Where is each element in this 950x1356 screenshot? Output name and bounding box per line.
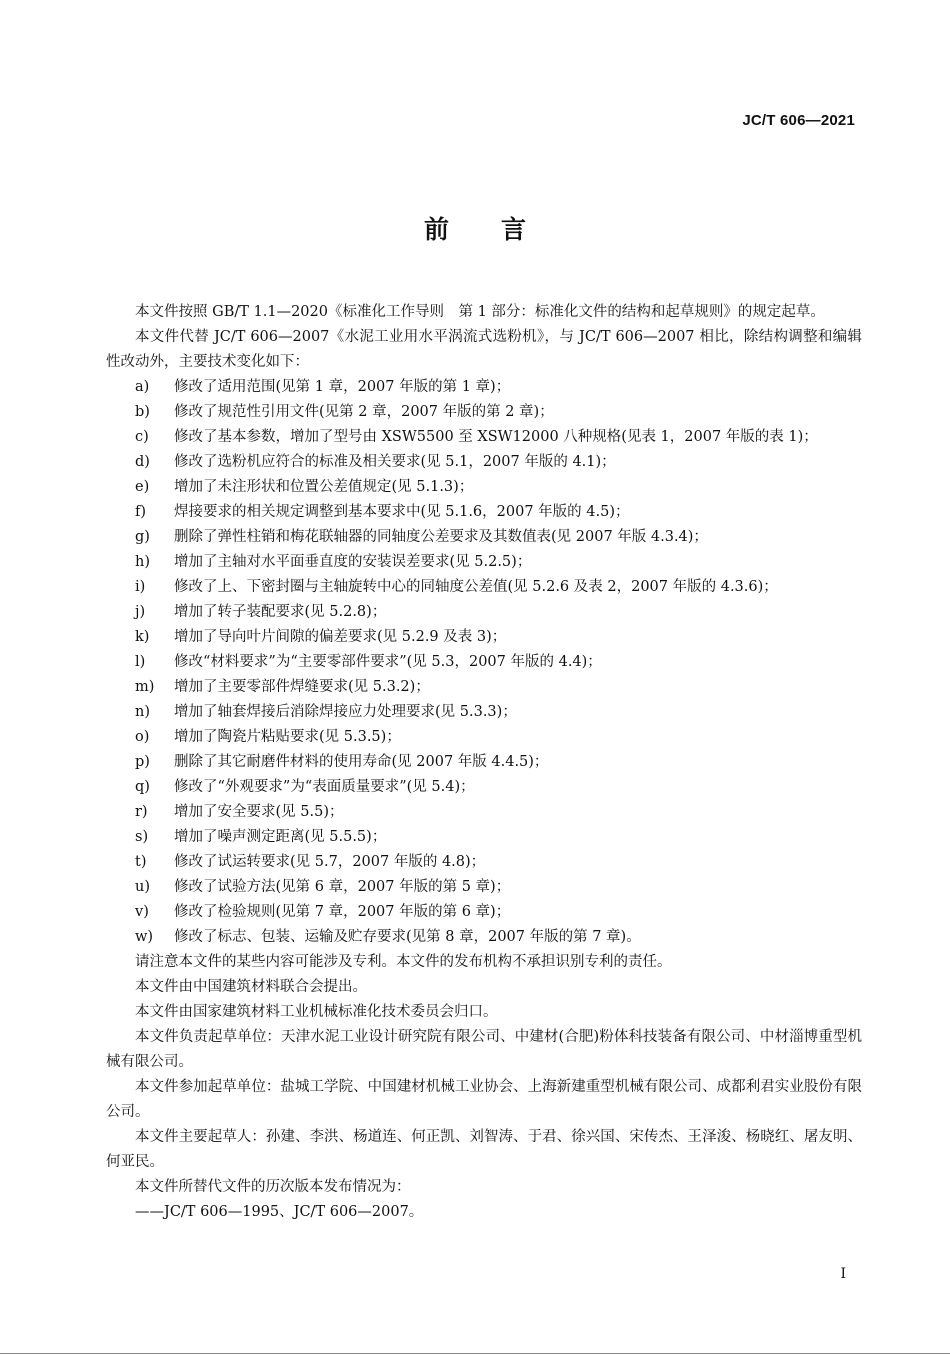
change-item-label: i) — [135, 579, 146, 595]
change-item-text: 修改了试运转要求(见 5.7，2007 年版的 4.8)； — [174, 854, 486, 870]
change-item — [135, 475, 862, 500]
page-title: 前言 — [423, 215, 578, 244]
page-bottom-rule — [0, 1353, 950, 1354]
change-item-text: 修改了检验规则(见第 7 章，2007 年版的第 6 章)； — [174, 904, 511, 920]
change-item — [135, 725, 862, 750]
change-item-text: 修改了试验方法(见第 6 章，2007 年版的第 5 章)； — [174, 879, 511, 895]
change-item — [135, 550, 862, 575]
intro-paragraph: 本文件按照 GB/T 1.1—2020《标准化工作导则 第 1 部分：标准化文件的结构和起草规则》的规定起草。 — [135, 304, 825, 320]
change-item-text: 增加了未注形状和位置公差值规定(见 5.1.3)； — [174, 479, 474, 495]
change-item-label: p) — [135, 754, 150, 770]
change-item-text: 增加了转子装配要求(见 5.2.8)； — [174, 604, 387, 620]
intro-paragraph: 本文件代替 JC/T 606—2007《水泥工业用水平涡流式选粉机》，与 JC/T 606—2007 相比，除结构调整和编辑性改动外，主要技术变化如下： — [106, 329, 862, 370]
change-item-label: u) — [135, 879, 150, 895]
change-item — [135, 775, 862, 800]
change-item — [135, 425, 862, 450]
change-item-text: 增加了安全要求(见 5.5)； — [174, 804, 344, 820]
change-item-label: c) — [135, 429, 149, 445]
closing-paragraph: 本文件由中国建筑材料联合会提出。 — [135, 979, 367, 995]
change-item-label: w) — [135, 929, 154, 945]
change-item-text: 增加了导向叶片间隙的偏差要求(见 5.2.9 及表 3)； — [174, 629, 507, 645]
change-item-text: 修改了基本参数，增加了型号由 XSW5500 至 XSW12000 八种规格(见表 1，2007 年版的表 1)； — [174, 429, 818, 445]
change-item-text: 增加了主轴对水平面垂直度的安装误差要求(见 5.2.5)； — [174, 554, 532, 570]
change-item — [135, 400, 862, 425]
change-item-label: q) — [135, 779, 150, 795]
change-item-label: d) — [135, 454, 150, 470]
change-item — [135, 700, 862, 725]
change-item-label: v) — [135, 904, 149, 920]
change-item-label: k) — [135, 629, 150, 645]
closing-paragraph: 本文件所替代文件的历次版本发布情况为： — [135, 1179, 411, 1195]
change-item-text: 修改“材料要求”为“主要零部件要求”(见 5.3，2007 年版的 4.4)； — [174, 654, 602, 670]
change-item-label: t) — [135, 854, 147, 870]
change-item-label: s) — [135, 829, 149, 845]
change-item-label: g) — [135, 529, 150, 545]
change-item-label: m) — [135, 679, 155, 695]
standard-code: JC/T 606—2021 — [742, 112, 855, 129]
change-item — [135, 750, 862, 775]
change-item-text: 修改了标志、包装、运输及贮存要求(见第 8 章，2007 年版的第 7 章)。 — [174, 929, 641, 945]
change-item-label: a) — [135, 379, 150, 395]
closing-paragraph: 本文件由国家建筑材料工业机械标准化技术委员会归口。 — [135, 1004, 498, 1020]
change-item-label: r) — [135, 804, 148, 820]
history-line: ——JC/T 606—1995、JC/T 606—2007。 — [135, 1204, 424, 1220]
change-item-label: f) — [135, 504, 147, 520]
change-item-text: 修改了选粉机应符合的标准及相关要求(见 5.1，2007 年版的 4.1)； — [174, 454, 616, 470]
change-item-text: 增加了陶瓷片粘贴要求(见 5.3.5)； — [174, 729, 401, 745]
change-item-text: 焊接要求的相关规定调整到基本要求中(见 5.1.6，2007 年版的 4.5)； — [174, 504, 630, 520]
change-item-text: 增加了噪声测定距离(见 5.5.5)； — [174, 829, 387, 845]
closing-paragraph: 本文件参加起草单位：盐城工学院、中国建材机械工业协会、上海新建重型机械有限公司、成都利君实业股份有限公司。 — [106, 1079, 862, 1120]
closing-paragraph: 本文件主要起草人：孙建、李洪、杨道连、何正凯、刘智涛、于君、徐兴国、宋传杰、王泽浚、杨晓红、屠友明、何亚民。 — [106, 1129, 862, 1170]
change-item-label: j) — [135, 604, 146, 620]
change-item-text: 修改了上、下密封圈与主轴旋转中心的同轴度公差值(见 5.2.6 及表 2，2007 年版的 4.3.6)； — [174, 579, 778, 595]
change-item — [135, 625, 862, 650]
change-item-label: b) — [135, 404, 150, 420]
change-item — [135, 575, 862, 600]
change-item — [135, 925, 862, 950]
change-item-text: 删除了其它耐磨件材料的使用寿命(见 2007 年版 4.4.5)； — [174, 754, 549, 770]
change-item — [135, 675, 862, 700]
change-item-label: h) — [135, 554, 150, 570]
change-item-text: 增加了轴套焊接后消除焊接应力处理要求(见 5.3.3)； — [174, 704, 517, 720]
change-item-text: 增加了主要零部件焊缝要求(见 5.3.2)； — [174, 679, 430, 695]
page-number: I — [840, 1266, 846, 1282]
change-item — [135, 650, 862, 675]
change-item — [135, 500, 862, 525]
change-item-label: n) — [135, 704, 150, 720]
change-item — [135, 900, 862, 925]
changes-list — [106, 375, 862, 950]
change-item-label: e) — [135, 479, 150, 495]
change-item — [135, 800, 862, 825]
change-item — [135, 825, 862, 850]
change-item — [135, 375, 862, 400]
change-item — [135, 525, 862, 550]
change-item — [135, 450, 862, 475]
change-item — [135, 875, 862, 900]
change-item-text: 修改了适用范围(见第 1 章，2007 年版的第 1 章)； — [174, 379, 511, 395]
closing-paragraph: 本文件负责起草单位：天津水泥工业设计研究院有限公司、中建材(合肥)粉体科技装备有限公司、中材淄博重型机械有限公司。 — [106, 1029, 862, 1070]
change-item-text: 修改了规范性引用文件(见第 2 章，2007 年版的第 2 章)； — [174, 404, 554, 420]
change-item-text: 删除了弹性柱销和梅花联轴器的同轴度公差要求及其数值表(见 2007 年版 4.3.4)； — [174, 529, 708, 545]
change-item-label: l) — [135, 654, 146, 670]
change-item-label: o) — [135, 729, 150, 745]
change-item-text: 修改了“外观要求”为“表面质量要求”(见 5.4)； — [174, 779, 475, 795]
closing-paragraph: 请注意本文件的某些内容可能涉及专利。本文件的发布机构不承担识别专利的责任。 — [135, 954, 672, 970]
change-item — [135, 600, 862, 625]
document-body — [106, 300, 862, 1225]
change-item — [135, 850, 862, 875]
